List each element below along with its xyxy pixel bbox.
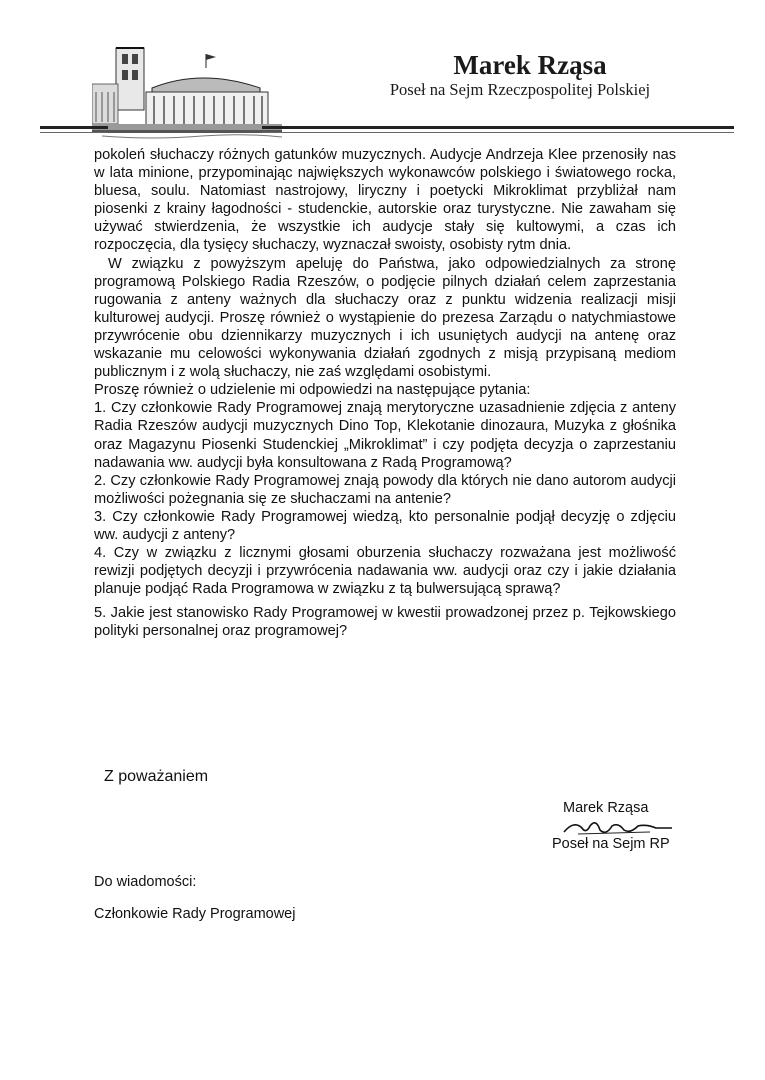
question-item: 2. Czy członkowie Rady Programowej znają powody dla których nie dano autorom audycji możliwości pożegnania się ze słuchaczami na antenie? <box>94 472 676 507</box>
closing-salutation: Z poważaniem <box>104 768 209 785</box>
questions-intro: Proszę również o udzielenie mi odpowiedzi na następujące pytania: <box>94 382 531 399</box>
letter-body <box>94 146 676 641</box>
cc-recipient: Członkowie Rady Programowej <box>94 906 296 922</box>
letterhead-rule <box>40 132 108 133</box>
letterhead-rule <box>262 132 734 133</box>
letterhead <box>0 0 765 150</box>
signatory-name: Marek Rząsa <box>563 800 649 816</box>
letterhead-rule <box>40 126 108 129</box>
letterhead-name: Marek Rząsa <box>453 50 607 80</box>
question-item: 1. Czy członkowie Rady Programowej znają merytoryczne uzasadnienie zdjęcia z anteny Radia Rzeszów audycji muzycznych Dino Top, Klekotanie dinozaura, Muzyka z głośnika oraz Magazynu Piosenki Studenckiej „Mikroklimat” i czy podjęta decyzja o zaprzestaniu nadawania ww. audycji była konsultowana z Radą Programową? <box>94 400 676 471</box>
letterhead-rule <box>262 126 734 129</box>
body-paragraph: pokoleń słuchaczy różnych gatunków muzycznych. Audycje Andrzeja Klee przenosiły nas w lata minione, przypominając największych wykonawców polskiego i światowego rocka, bluesa, soulu. Natomiast nastrojowy, liryczny i poetycki Mikroklimat przybliżał nam piosenki z krainy łagodności - studenckie, autorskie oraz turystyczne. Nie zawaham się używać stwierdzenia, że wszystkie ich audycje stały się kultowymi, a czas ich rozpoczęcia, dla tysięcy słuchaczy, wyznaczał swoisty, osobisty rytm dnia. <box>94 147 676 254</box>
cc-label: Do wiadomości: <box>94 874 197 890</box>
signatory-title: Poseł na Sejm RP <box>552 836 670 852</box>
question-item: 4. Czy w związku z licznymi głosami oburzenia słuchaczy rozważana jest możliwość rewizji podjętych decyzji i przywrócenia nadawania ww. audycji oraz czy i jakie działania planuje podjąć Rada Programowa w związku z tą bulwersującą sprawą? <box>94 545 676 598</box>
body-paragraph: W związku z powyższym apeluję do Państwa, jako odpowiedzialnych za stronę programową Polskiego Radia Rzeszów, o podjęcie pilnych działań celem zaprzestania rugowania z anteny ważnych dla słuchaczy oraz z punktu widzenia realizacji misji kulturowej audycji. Proszę również o wystąpienie do prezesa Zarządu o natychmiastowe przywrócenie obu dziennikarzy muzycznych i ich usuniętych audycji na antenę oraz wskazanie mu celowości wykonywania działań zgodnych z misją przypisaną mediom publicznym i z wolą słuchaczy, nie zaś względami osobistymi. <box>94 255 676 381</box>
question-item: 3. Czy członkowie Rady Programowej wiedzą, kto personalnie podjął decyzję o zdjęciu ww. audycji z anteny? <box>94 508 676 543</box>
sejm-building-icon <box>92 40 282 148</box>
letterhead-title: Poseł na Sejm Rzeczpospolitej Polskiej <box>389 80 651 99</box>
question-item: 5. Jakie jest stanowisko Rady Programowej w kwestii prowadzonej przez p. Tejkowskiego polityki personalnej oraz programowej? <box>94 605 676 640</box>
